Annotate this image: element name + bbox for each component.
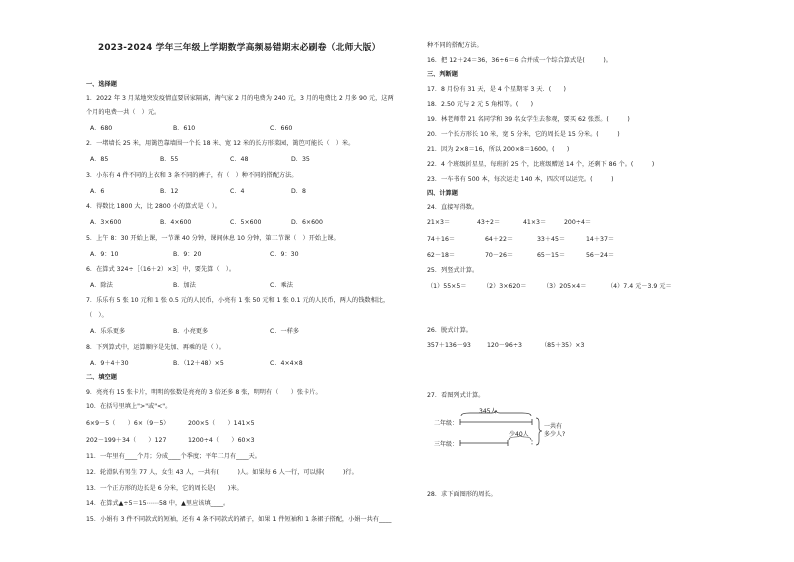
question-26: 26．脱式计算。 bbox=[427, 327, 472, 334]
q1-option-c: C．660 bbox=[270, 125, 293, 132]
question-22: 22．4 个班级折星星，每班折 25 个，比班级赠送 14 个，还剩下 86 个。( ) bbox=[427, 161, 655, 168]
question-7-cont: （ ）。 bbox=[86, 312, 108, 319]
question-25: 25．列竖式计算。 bbox=[427, 267, 479, 274]
q25-item-1: （1）55×5＝ bbox=[427, 283, 467, 290]
q24-r3-c4: 56－24＝ bbox=[586, 252, 615, 259]
fig-label-345: 345人 bbox=[479, 408, 497, 415]
question-11: 11．一年里有____个月；分成____个季度；平年二月有____天。 bbox=[86, 453, 261, 460]
q2-option-a: A．85 bbox=[90, 156, 109, 163]
question-9: 9．亮亮有 15 张卡片，明明的张数是亮亮的 3 倍还多 8 张，明明有（ ）张卡片。 bbox=[86, 389, 322, 396]
q2-option-b: B．55 bbox=[160, 156, 179, 163]
question-24: 24．直接写得数。 bbox=[427, 204, 479, 211]
q4-option-b: B．4×600 bbox=[160, 219, 192, 226]
q26-item-3: （85＋35）×3 bbox=[541, 342, 585, 349]
q24-r1-c4: 200÷4＝ bbox=[564, 219, 592, 226]
brace-345 bbox=[461, 410, 531, 416]
question-20: 20．一个长方形长 10 米，宽 5 分米，它的周长是 15 分米。( ) bbox=[427, 131, 620, 138]
question-8: 8．下列算式中，运算顺序是先加、再乘的是（ ）。 bbox=[86, 344, 225, 351]
q8-option-c: C．4×4×8 bbox=[270, 360, 303, 367]
q2-option-c: C．48 bbox=[230, 156, 249, 163]
brace-total bbox=[536, 418, 542, 445]
question-23: 23．一车书有 500 本，每次运走 140 本，四次可以运完。( ) bbox=[427, 176, 614, 183]
q25-item-2: （2）3×620＝ bbox=[483, 283, 527, 290]
q1-option-b: B．610 bbox=[173, 125, 196, 132]
q24-r3-c3: 65－15＝ bbox=[537, 252, 566, 259]
fig-label-grade3: 三年级： bbox=[434, 441, 459, 448]
question-27: 27．看图列式计算。 bbox=[427, 392, 485, 399]
question-21: 21．因为 2×8＝16，所以 200×8＝1600。( ) bbox=[427, 146, 570, 153]
fig-label-total: 一共有 bbox=[544, 423, 563, 430]
q10-item-4: 1200÷4（ ）60×3 bbox=[188, 437, 255, 444]
section-choice: 一、选择题 bbox=[86, 81, 117, 88]
q1-option-a: A．680 bbox=[90, 125, 113, 132]
brace-less40 bbox=[509, 435, 531, 440]
q5-option-a: A．9：10 bbox=[90, 251, 119, 258]
q24-r2-c1: 74＋16＝ bbox=[427, 236, 456, 243]
q24-r3-c2: 70－26＝ bbox=[485, 252, 514, 259]
q8-option-a: A．9＋4＋30 bbox=[90, 360, 129, 367]
question-6: 6．在算式 324÷［（16＋2）×3］中，要先算（ ）。 bbox=[86, 266, 236, 273]
section-judge: 三、判断题 bbox=[427, 71, 458, 78]
q10-item-3: 202－199＋34（ ）127 bbox=[86, 437, 167, 444]
q8-option-b: B．（12＋48）×5 bbox=[173, 360, 224, 367]
q7-option-a: A．乐乐更多 bbox=[90, 328, 126, 335]
q24-r3-c1: 62－18＝ bbox=[427, 252, 456, 259]
fig-label-howmany: 多少人? bbox=[544, 431, 566, 438]
q7-option-b: B．小亮更多 bbox=[173, 328, 209, 335]
question-13: 13．一个正方形的边长是 6 分米，它的周长是( )米。 bbox=[86, 485, 243, 492]
q6-option-b: B．加法 bbox=[173, 282, 196, 289]
q3-option-d: D．8 bbox=[291, 188, 306, 195]
q6-option-a: A．除法 bbox=[90, 282, 113, 289]
question-10: 10．在括号里填上">"或"<"。 bbox=[86, 403, 172, 410]
q5-option-b: B．9：20 bbox=[173, 251, 202, 258]
question-28: 28．求下面图形的周长。 bbox=[427, 491, 497, 498]
q10-item-2: 200×5（ ）141×5 bbox=[188, 420, 255, 427]
question-14: 14．在算式▲÷5＝15⋯⋯58 中，▲里应该填____。 bbox=[86, 500, 230, 507]
question-18: 18．2.50 元与 2 元 5 角相等。( ) bbox=[427, 101, 534, 108]
q24-r1-c2: 43÷2＝ bbox=[477, 219, 501, 226]
q24-r2-c3: 33＋45＝ bbox=[537, 236, 566, 243]
question-1-cont: 个月的电费一共（ ）元。 bbox=[86, 109, 161, 116]
q25-item-4: （4）7.4 元－3.9 元＝ bbox=[607, 283, 672, 290]
question-1: 1．2022 年 3 月某地突发疫情直要居家隔离，淘气家 2 月的电费为 240 元，3 月的电费比 2 月多 90 元，这两 bbox=[86, 95, 394, 102]
question-17: 17．8 月份有 31 天，是 4 个星期零 3 天．( ) bbox=[427, 86, 566, 93]
q3-option-a: A．6 bbox=[90, 188, 105, 195]
q4-option-d: D．6×600 bbox=[291, 219, 323, 226]
q10-item-1: 6×9－5（ ）6×（9－5） bbox=[86, 420, 170, 427]
question-4: 4．得数比 1800 大，比 2800 小的算式是（ ）。 bbox=[86, 203, 221, 210]
page-title: 2023-2024 学年三年级上学期数学高频易错期末必刷卷（北师大版） bbox=[98, 43, 381, 53]
question-5: 5．上午 8：30 开始上课，一节课 40 分钟，课间休息 10 分钟，第二节课（ ）开始上课。 bbox=[86, 235, 340, 242]
q7-option-c: C．一样多 bbox=[270, 328, 300, 335]
q3-option-c: C．4 bbox=[230, 188, 245, 195]
q24-r1-c3: 41×3＝ bbox=[523, 219, 547, 226]
question-3: 3．小东有 4 件不同的上衣和 3 条不同的裤子，有（ ）种不同的搭配方法。 bbox=[86, 172, 298, 179]
question-15: 15．小娟有 3 件不同款式的短袖，还有 4 条不同款式的裙子，如果 1 件短袖和 1 条裙子搭配，小娟一共有____ bbox=[86, 516, 392, 523]
q3-option-b: B．12 bbox=[160, 188, 179, 195]
fig-label-less40: 少40人 bbox=[509, 431, 529, 438]
q24-r2-c2: 64＋22＝ bbox=[485, 236, 514, 243]
q26-item-2: 120－96÷3 bbox=[487, 342, 522, 349]
q24-r1-c1: 21×3＝ bbox=[427, 219, 451, 226]
q25-item-3: （3）205×4＝ bbox=[543, 283, 587, 290]
question-15-cont: 种不同的搭配方法。 bbox=[427, 42, 483, 49]
q26-item-1: 357＋136－93 bbox=[427, 342, 471, 349]
q2-option-d: D．35 bbox=[291, 156, 310, 163]
question-2: 2．一堵墙长 25 米，用篱笆靠墙围一个长 18 米、宽 12 米的长方形菜园，篱笆可能长（ ）米。 bbox=[86, 140, 355, 147]
section-calc: 四、计算题 bbox=[427, 190, 458, 197]
question-12: 12．轮滑队有男生 77 人，女生 43 人，一共有( )人。如果每 6 人一行，可以排( )行。 bbox=[86, 469, 358, 476]
q4-option-a: A．3×600 bbox=[90, 219, 122, 226]
q4-option-c: C．5×600 bbox=[230, 219, 262, 226]
section-fill: 二、填空题 bbox=[86, 374, 117, 381]
question-19: 19．林老师带 21 名同学和 39 名女学生去参观，要买 62 张票。( ) bbox=[427, 116, 630, 123]
q24-r2-c4: 14＋37＝ bbox=[586, 236, 615, 243]
q5-option-c: C．9：30 bbox=[270, 251, 299, 258]
question-16: 16．把 12＋24＝36，36÷6＝6 合并成一个综合算式是( )。 bbox=[427, 57, 612, 64]
question-7: 7．乐乐有 5 张 10 元和 1 张 0.5 元的人民币，小亮有 1 张 50 元和 1 张 0.1 元的人民币，两人的钱数相比， bbox=[86, 297, 390, 304]
q6-option-c: C．乘法 bbox=[270, 282, 293, 289]
fig-label-grade2: 二年级： bbox=[434, 420, 459, 427]
